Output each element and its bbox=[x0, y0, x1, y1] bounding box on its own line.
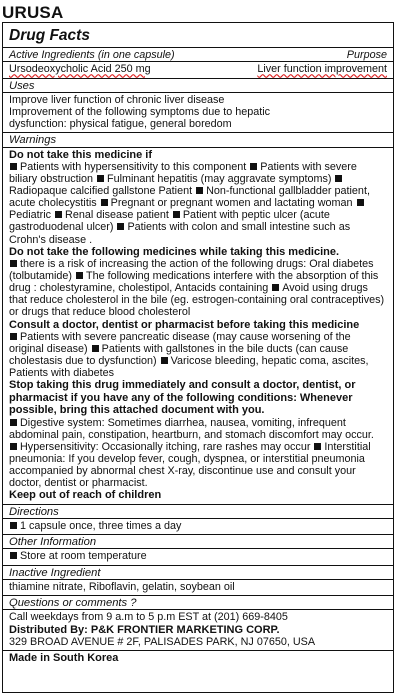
bullet-square-icon bbox=[76, 272, 83, 279]
warning-item: Digestive system: Sometimes diarrhea, nausea, vomiting, infrequent abdominal pain, constipation, heartburn, and stomach discomfort may occur. bbox=[9, 416, 374, 441]
do-not-with-heading: Do not take the following medicines while taking this medicine. bbox=[9, 245, 340, 258]
made-in-text: Made in South Korea bbox=[9, 652, 119, 664]
made-in-section bbox=[3, 651, 393, 666]
bullet-square-icon bbox=[10, 552, 17, 559]
bullet-square-icon bbox=[10, 333, 17, 340]
active-ingredients-heading-row bbox=[3, 49, 393, 62]
bullet-square-icon bbox=[92, 345, 99, 352]
warning-item: there is a risk of increasing the action of the following drugs: Oral diabetes (tolbutamide) bbox=[9, 258, 374, 283]
consult-body bbox=[9, 331, 387, 379]
warning-item: Avoid using drugs that reduce cholesterol in the bile (eg. estrogen-containing oral contraceptives) or drugs that reduce blood cholesterol bbox=[9, 282, 385, 319]
active-ingredient-row bbox=[9, 63, 387, 75]
bullet-square-icon bbox=[250, 163, 257, 170]
warning-item: Patient with peptic ulcer (acute gastroduodenal ulcer) bbox=[9, 209, 330, 234]
stop-body bbox=[9, 417, 387, 490]
bullet-square-icon bbox=[117, 223, 124, 230]
directions-text: 1 capsule once, three times a day bbox=[20, 519, 182, 532]
active-ingredient: Ursodeoxycholic Acid 250 mg bbox=[9, 63, 151, 76]
warning-item: Patients with severe pancreatic disease (may cause worsening of the original disease) bbox=[9, 330, 351, 356]
warnings-heading: Warnings bbox=[3, 134, 393, 147]
active-purpose: Liver function improvement bbox=[257, 63, 387, 76]
drug-facts-title: Drug Facts bbox=[3, 23, 393, 48]
warning-item: Pregnant or pregnant women and lactating woman bbox=[110, 197, 353, 210]
purpose-heading: Purpose bbox=[346, 49, 387, 61]
drug-facts-panel bbox=[2, 22, 394, 693]
bullet-square-icon bbox=[173, 211, 180, 218]
warning-item: Pediatric bbox=[9, 209, 52, 222]
bullet-square-icon bbox=[335, 175, 342, 182]
keep-out-heading: Keep out of reach of children bbox=[9, 489, 162, 502]
questions-heading: Questions or comments ? bbox=[3, 597, 393, 610]
bullet-square-icon bbox=[357, 199, 364, 206]
stop-heading: Stop taking this drug immediately and consult a doctor, dentist, or pharmacist if you have any of the following conditions: Whenever possible, bring this attached document with you. bbox=[9, 379, 356, 417]
bullet-square-icon bbox=[97, 175, 104, 182]
warning-item: Renal disease patient bbox=[65, 209, 169, 222]
uses-line: dysfunction: physical fatigue, general boredom bbox=[9, 118, 232, 131]
warning-item: Patients with hypersensitivity to this component bbox=[20, 161, 247, 173]
do-not-take-heading: Do not take this medicine if bbox=[9, 148, 153, 161]
warning-item: Non-functional gallbladder patient, acute cholecystitis bbox=[9, 185, 370, 210]
uses-line: Improve liver function of chronic liver disease bbox=[9, 93, 225, 106]
other-information-text: Store at room temperature bbox=[20, 550, 147, 563]
bullet-square-icon bbox=[10, 419, 17, 426]
active-ingredients-heading: Active Ingredients (in one capsule) bbox=[9, 49, 175, 61]
questions-call: Call weekdays from 9 a.m to 5 p.m EST at (201) 669-8405 bbox=[9, 611, 288, 624]
distributor-address: 329 BROAD AVENUE # 2F, PALISADES PARK, NJ 07650, USA bbox=[9, 635, 316, 648]
uses-heading: Uses bbox=[3, 80, 393, 93]
other-information-section bbox=[3, 535, 393, 566]
bullet-square-icon bbox=[196, 187, 203, 194]
bullet-square-icon bbox=[272, 284, 279, 291]
inactive-ingredient-section bbox=[3, 566, 393, 597]
warning-item: The following medications interfere with the absorption of this drug : cholestyramine, cholestipol, Antacids containing bbox=[9, 270, 379, 295]
bullet-square-icon bbox=[10, 443, 17, 450]
uses-line: Improvement of the following symptoms due to hepatic bbox=[9, 106, 271, 118]
bullet-square-icon bbox=[101, 199, 108, 206]
do-not-with-body bbox=[9, 258, 387, 318]
uses-section bbox=[3, 79, 393, 134]
warning-item: Radiopaque calcified gallstone Patient bbox=[9, 185, 193, 198]
questions-section bbox=[3, 596, 393, 651]
consult-heading: Consult a doctor, dentist or pharmacist before taking this medicine bbox=[9, 318, 360, 331]
warning-item: Varicose bleeding, hepatic coma, ascites, Patients with diabetes bbox=[9, 355, 369, 380]
do-not-take-body bbox=[9, 161, 387, 246]
distributor-name: Distributed By: P&K FRONTIER MARKETING CORP. bbox=[9, 623, 280, 636]
bullet-square-icon bbox=[55, 211, 62, 218]
warning-item: Patients with gallstones in the bile ducts (can cause cholestasis due to dysfunction) bbox=[9, 343, 349, 368]
other-information-heading: Other Information bbox=[3, 536, 393, 549]
other-information-body bbox=[9, 550, 387, 562]
brand-name: URUSA bbox=[2, 3, 64, 22]
active-ingredients-section bbox=[3, 48, 393, 79]
warning-item: Fulminant hepatitis (may aggravate symptoms) bbox=[107, 173, 332, 186]
bullet-square-icon bbox=[161, 357, 168, 364]
directions-heading: Directions bbox=[3, 506, 393, 519]
warning-item: Hypersensitivity: Occasionally itching, rare rashes may occur bbox=[20, 440, 311, 453]
warning-item: Interstitial pneumonia: If you develop fever, cough, dyspnea, or interstitial pneumonia accompanied by abnormal chest X-ray, discontinue use and consult your doctor, dentist or pharmacist. bbox=[9, 440, 371, 489]
warning-item: Patients with colon and small intestine such as Crohn's disease . bbox=[9, 221, 351, 246]
directions-body bbox=[9, 520, 387, 532]
warnings-section bbox=[3, 133, 393, 504]
warning-item: Patients with severe biliary obstruction bbox=[9, 161, 357, 186]
bullet-square-icon bbox=[10, 163, 17, 170]
bullet-square-icon bbox=[10, 260, 17, 267]
directions-section bbox=[3, 505, 393, 536]
inactive-ingredient-text: thiamine nitrate, Riboflavin, gelatin, soybean oil bbox=[9, 580, 235, 593]
bullet-square-icon bbox=[314, 443, 321, 450]
inactive-ingredient-heading: Inactive Ingredient bbox=[3, 567, 393, 580]
bullet-square-icon bbox=[10, 522, 17, 529]
